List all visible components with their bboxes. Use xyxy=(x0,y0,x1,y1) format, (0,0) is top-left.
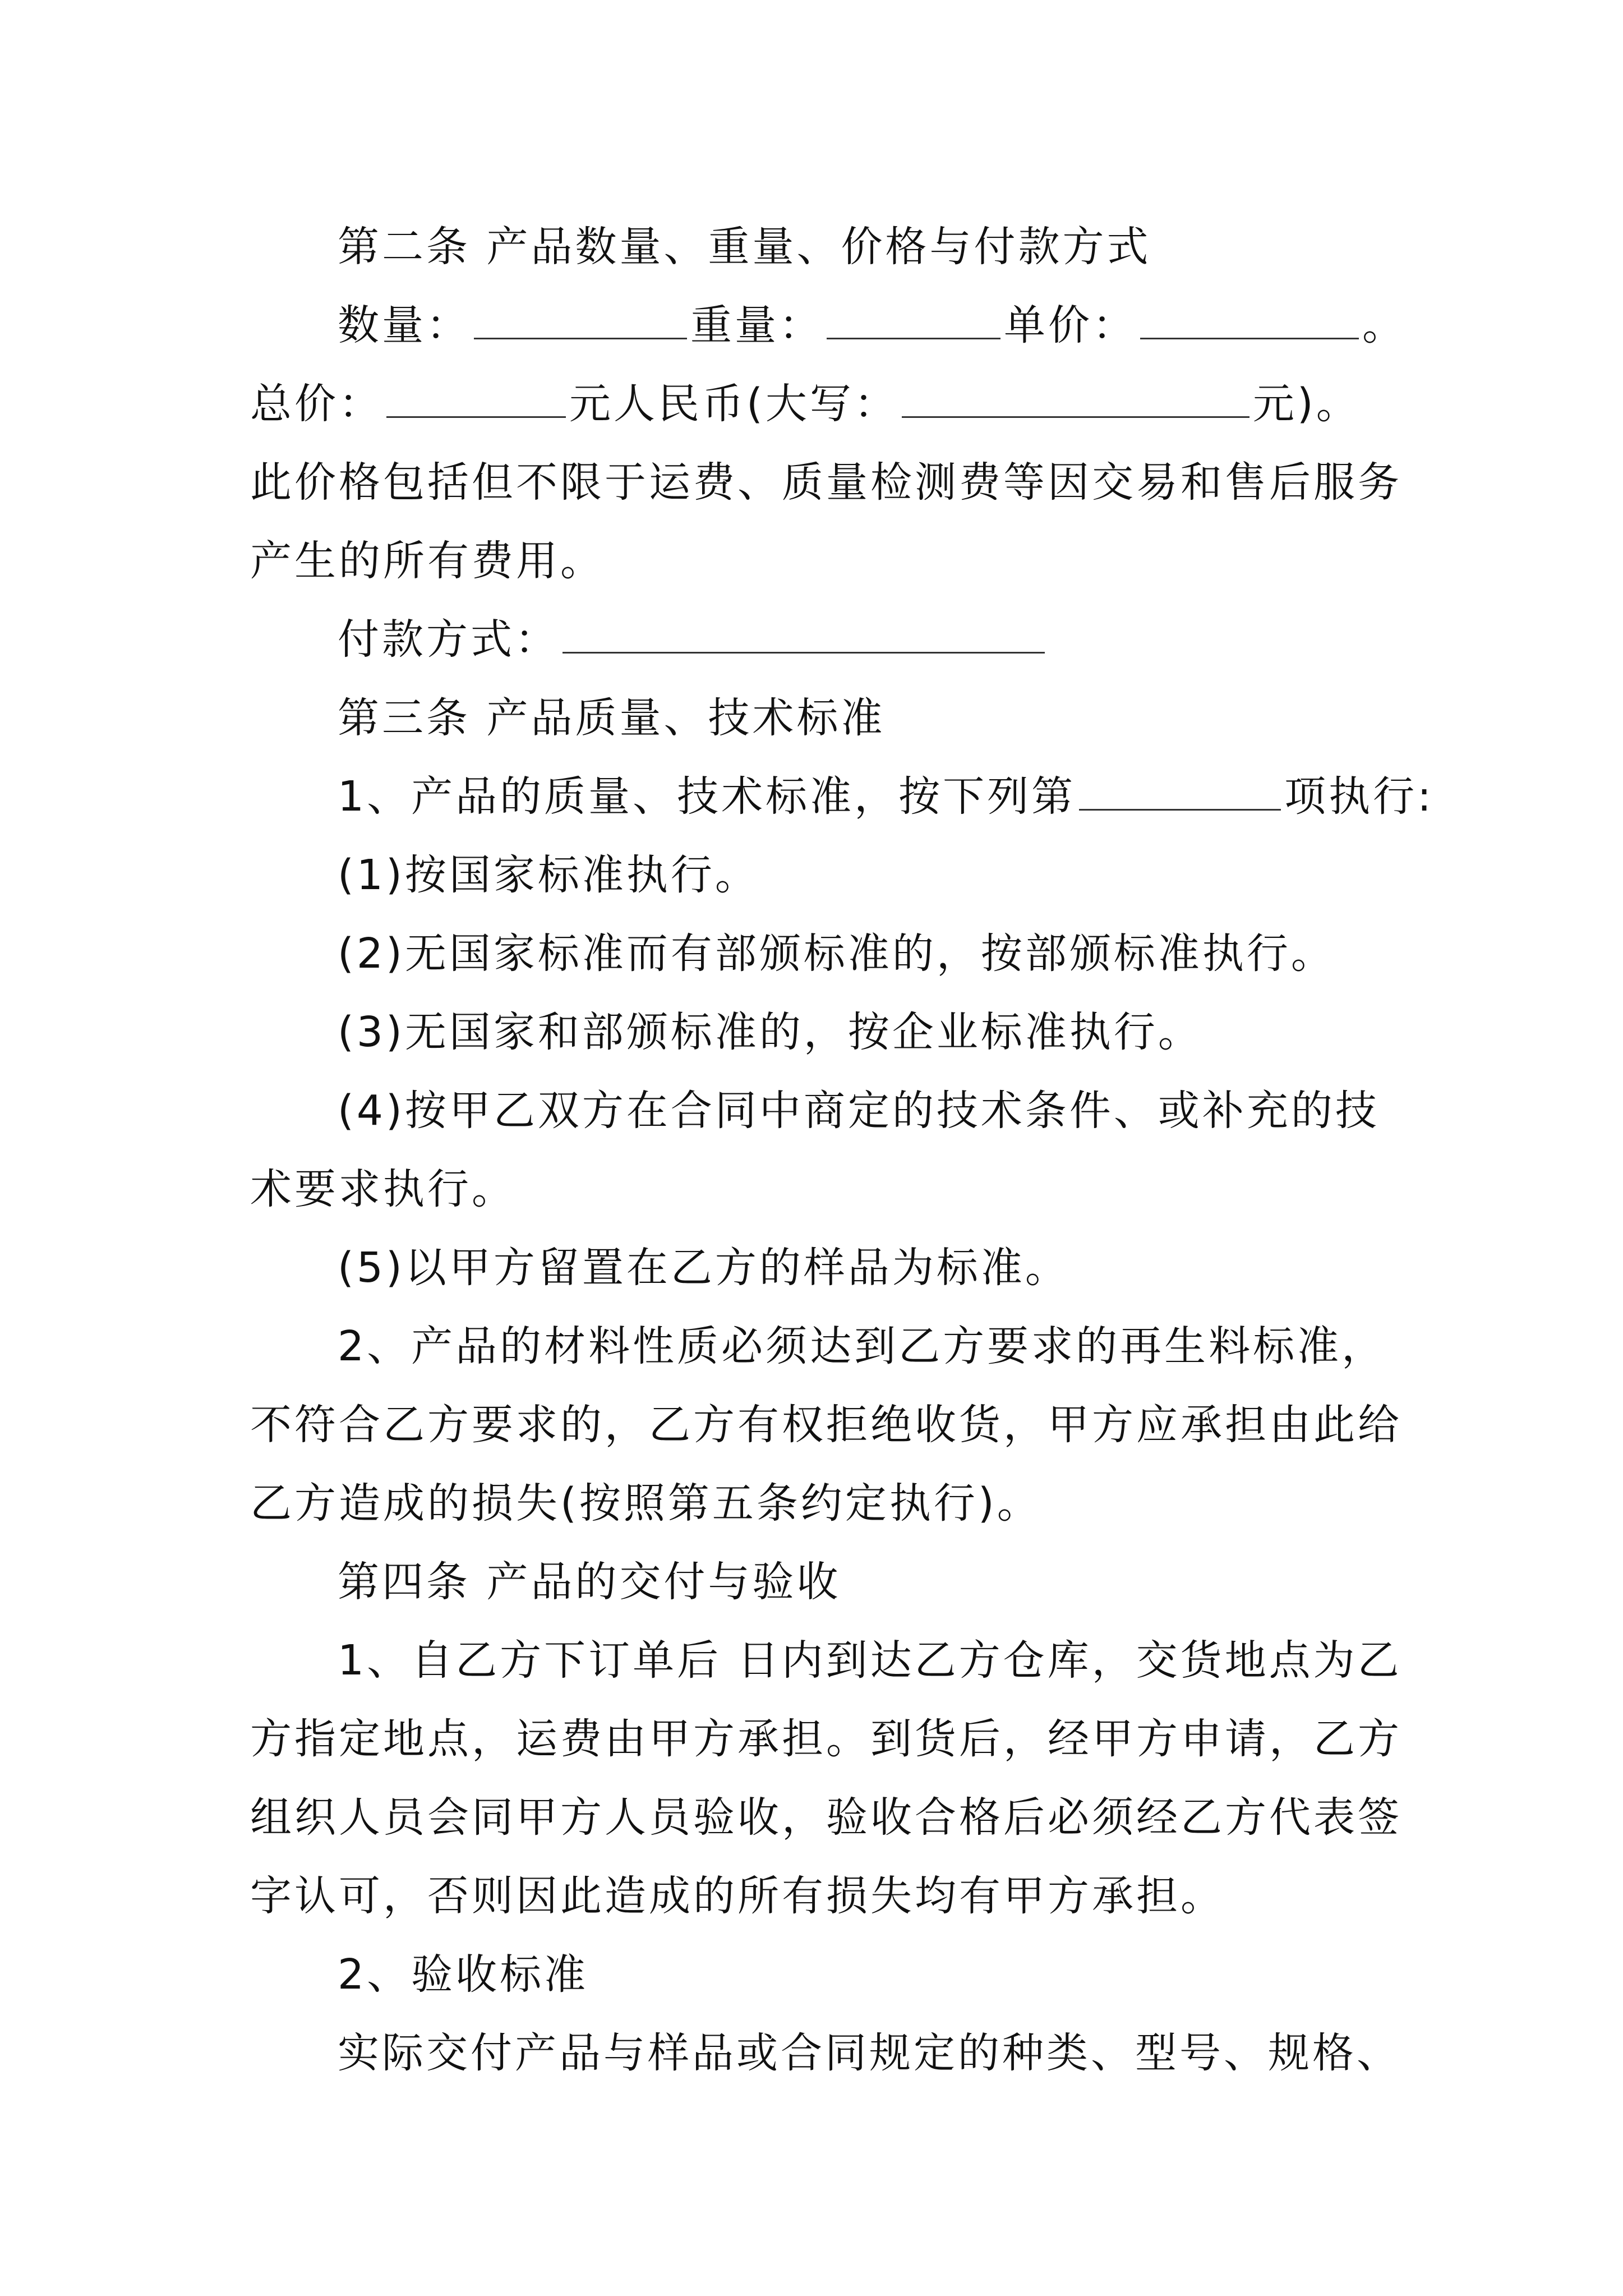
article-3-title: 第三条 产品质量、技术标准 xyxy=(338,694,886,742)
total-price-label: 总价： xyxy=(250,380,383,428)
standard-option-4-line-2 xyxy=(250,1150,1394,1228)
delivery-clause-text-4: 字认可，否则因此造成的所有损失均有甲方承担。 xyxy=(250,1872,1225,1920)
acceptance-standard-title: 2、验收标准 xyxy=(338,1950,589,1999)
payment-method-blank[interactable] xyxy=(562,610,1045,654)
material-clause-text-1: 2、产品的材料性质必须达到乙方要求的再生料标准， xyxy=(338,1322,1386,1370)
standard-option-4-text-1: (4)按甲乙双方在合同中商定的技术条件、或补充的技 xyxy=(338,1087,1380,1135)
acceptance-standard-text-1: 实际交付产品与样品或合同规定的种类、型号、规格、 xyxy=(338,2029,1401,2077)
material-clause-line-2 xyxy=(250,1386,1402,1464)
delivery-clause-line-1 xyxy=(250,1621,1402,1700)
standard-intro-line xyxy=(250,757,1435,836)
material-clause-text-3: 乙方造成的损失(按照第五条约定执行)。 xyxy=(250,1479,1041,1527)
delivery-clause-text-1: 1、自乙方下订单后 日内到达乙方仓库，交货地点为乙 xyxy=(338,1636,1402,1685)
price-note-line-1 xyxy=(250,443,1402,522)
acceptance-standard-heading xyxy=(250,1935,1394,2014)
article-4-title: 第四条 产品的交付与验收 xyxy=(338,1558,841,1606)
delivery-clause-text-3: 组织人员会同甲方人员验收，验收合格后必须经乙方代表签 xyxy=(250,1793,1402,1842)
material-clause-text-2: 不符合乙方要求的，乙方有权拒绝收货，甲方应承担由此给 xyxy=(250,1401,1402,1449)
standard-option-4-text-2: 术要求执行。 xyxy=(250,1165,516,1213)
delivery-clause-line-3 xyxy=(250,1778,1402,1857)
delivery-clause-line-2 xyxy=(250,1700,1402,1778)
weight-blank[interactable] xyxy=(827,296,1000,339)
standard-option-4-line-1 xyxy=(250,1071,1394,1150)
unit-price-label: 单价： xyxy=(1004,301,1137,349)
total-price-uppercase-blank[interactable] xyxy=(902,375,1249,418)
price-note-text-2: 产生的所有费用。 xyxy=(250,537,605,585)
quantity-blank[interactable] xyxy=(474,296,687,339)
material-clause-line-1 xyxy=(250,1307,1394,1386)
article-2-heading xyxy=(250,208,1394,286)
standard-option-1 xyxy=(250,836,1394,914)
standard-option-2 xyxy=(250,914,1394,993)
article-3-heading xyxy=(250,679,1394,757)
quantity-label: 数量： xyxy=(338,301,471,349)
delivery-clause-text-2: 方指定地点，运费由甲方承担。到货后，经甲方申请，乙方 xyxy=(250,1715,1402,1763)
delivery-clause-line-4 xyxy=(250,1857,1394,1935)
unit-price-blank[interactable] xyxy=(1140,296,1359,339)
standard-option-3-text: (3)无国家和部颁标准的，按企业标准执行。 xyxy=(338,1008,1202,1056)
material-clause-line-3 xyxy=(250,1464,1394,1543)
price-note-line-2 xyxy=(250,522,1394,600)
document-body xyxy=(250,208,1435,2092)
acceptance-standard-line-1 xyxy=(250,2014,1401,2092)
article-4-heading xyxy=(250,1543,1394,1621)
total-price-end: 元)。 xyxy=(1252,380,1361,428)
standard-option-5-text: (5)以甲方留置在乙方的样品为标准。 xyxy=(338,1244,1069,1292)
article-2-title: 第二条 产品数量、重量、价格与付款方式 xyxy=(338,223,1151,271)
quantity-weight-price-line xyxy=(250,286,1407,365)
payment-method-line xyxy=(250,600,1394,679)
price-note-text-1: 此价格包括但不限于运费、质量检测费等因交易和售后服务 xyxy=(250,458,1402,507)
standard-item-blank[interactable] xyxy=(1079,767,1281,811)
weight-label: 重量： xyxy=(690,301,823,349)
total-price-unit: 元人民币(大写： xyxy=(569,380,898,428)
standard-option-3 xyxy=(250,993,1394,1071)
standard-option-1-text: (1)按国家标准执行。 xyxy=(338,851,759,899)
total-price-line xyxy=(250,365,1394,443)
standard-intro-text: 1、产品的质量、技术标准，按下列第 xyxy=(338,772,1076,821)
standard-option-2-text: (2)无国家标准而有部颁标准的，按部颁标准执行。 xyxy=(338,930,1335,978)
standard-option-5 xyxy=(250,1228,1394,1307)
payment-method-label: 付款方式： xyxy=(338,615,559,664)
price-line-end: 。 xyxy=(1362,301,1407,349)
total-price-blank[interactable] xyxy=(386,375,566,418)
standard-intro-end: 项执行: xyxy=(1284,772,1435,821)
